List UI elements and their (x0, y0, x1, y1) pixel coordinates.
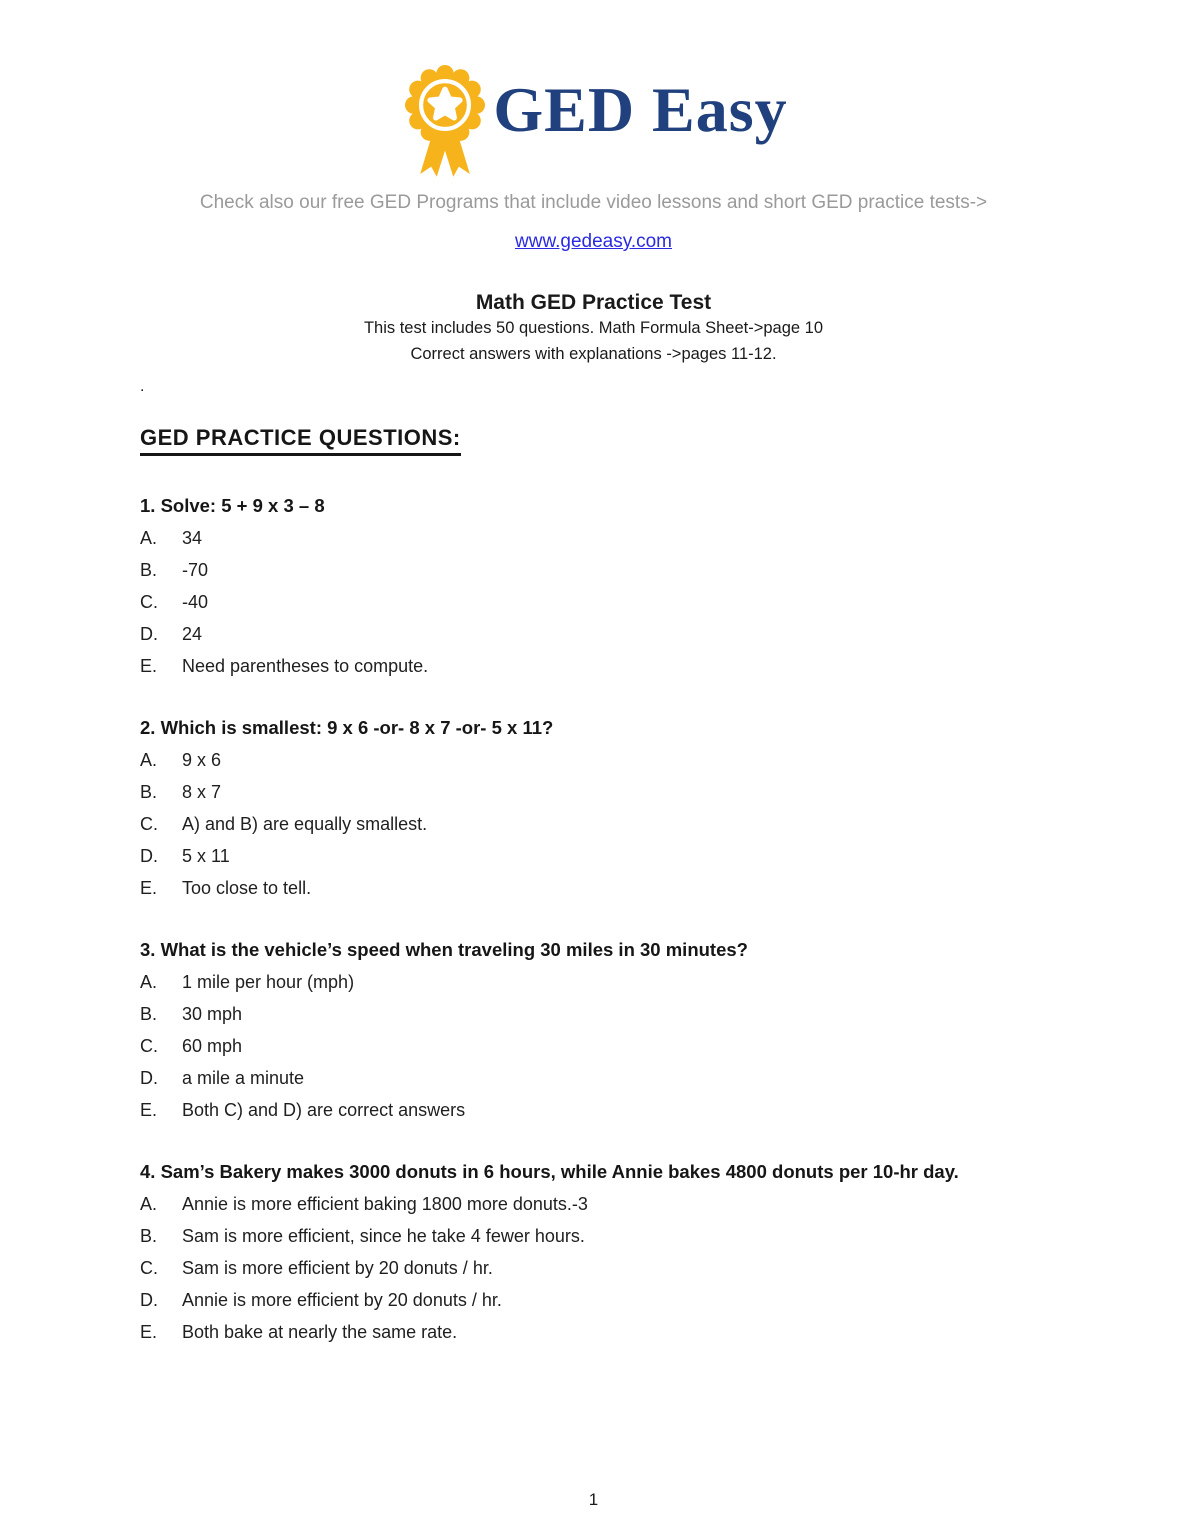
option-letter: A. (140, 1194, 158, 1214)
option-text: Sam is more efficient by 20 donuts / hr. (182, 1258, 493, 1278)
page-number: 1 (588, 1490, 599, 1509)
option-letter: C. (140, 1036, 158, 1056)
option-text: Need parentheses to compute. (182, 656, 429, 676)
option-text: 1 mile per hour (mph) (182, 972, 355, 992)
question-heading: 1. Solve: 5 + 9 x 3 – 8 (140, 495, 325, 516)
option-row (140, 586, 1045, 618)
option-text: 60 mph (182, 1036, 243, 1056)
option-row (140, 808, 1045, 840)
option-row (140, 966, 1045, 998)
option-row (140, 522, 1045, 554)
website-link[interactable]: www.gedeasy.com (515, 231, 672, 252)
question-heading: 3. What is the vehicle’s speed when traveling 30 miles in 30 minutes? (140, 939, 748, 960)
option-row (140, 744, 1045, 776)
option-row (140, 618, 1045, 650)
option-letter: D. (140, 846, 158, 866)
option-text: -70 (182, 560, 209, 580)
section-heading: GED PRACTICE QUESTIONS: (140, 425, 461, 456)
option-letter: B. (140, 782, 158, 802)
option-text: Too close to tell. (182, 878, 312, 898)
stray-period: . (140, 378, 145, 395)
question-heading: 2. Which is smallest: 9 x 6 -or- 8 x 7 -or- 5 x 11? (140, 717, 554, 738)
option-row (140, 1188, 1045, 1220)
question-2 (140, 712, 1045, 904)
option-text: 24 (182, 624, 203, 644)
option-row (140, 1316, 1045, 1348)
document-title: Math GED Practice Test (475, 291, 712, 314)
option-row (140, 1252, 1045, 1284)
option-row (140, 998, 1045, 1030)
question-4 (140, 1156, 1045, 1348)
section-heading-row (140, 425, 1187, 456)
option-letter: A. (140, 528, 158, 548)
option-row (140, 650, 1045, 682)
option-text: a mile a minute (182, 1068, 305, 1088)
option-row (140, 1284, 1045, 1316)
option-text: A) and B) are equally smallest. (182, 814, 428, 834)
option-row (140, 776, 1045, 808)
question-3 (140, 934, 1045, 1126)
option-text: 30 mph (182, 1004, 243, 1024)
option-row (140, 1030, 1045, 1062)
option-text: -40 (182, 592, 209, 612)
option-letter: D. (140, 1068, 158, 1088)
option-letter: E. (140, 878, 158, 898)
logo-text: GED Easy (493, 74, 788, 145)
option-letter: B. (140, 1226, 158, 1246)
option-row (140, 1094, 1045, 1126)
option-letter: E. (140, 1100, 158, 1120)
document-subtitle-2: Correct answers with explanations ->pages 11-12. (410, 345, 777, 363)
document-subtitle-1: This test includes 50 questions. Math Formula Sheet->page 10 (363, 319, 824, 337)
option-letter: B. (140, 560, 158, 580)
option-text: 34 (182, 528, 203, 548)
option-letter: C. (140, 814, 158, 834)
option-letter: C. (140, 1258, 158, 1278)
option-text: Both bake at nearly the same rate. (182, 1322, 458, 1342)
logo (0, 0, 1187, 178)
option-letter: A. (140, 750, 158, 770)
promo-tagline: Check also our free GED Programs that include video lessons and short GED practice tests-> (199, 192, 988, 213)
link-row (0, 231, 1187, 253)
question-list (140, 490, 1045, 1348)
option-text: 8 x 7 (182, 782, 222, 802)
option-row (140, 840, 1045, 872)
option-letter: B. (140, 1004, 158, 1024)
option-row (140, 1220, 1045, 1252)
question-1 (140, 490, 1045, 682)
option-letter: A. (140, 972, 158, 992)
option-row (140, 554, 1045, 586)
question-heading: 4. Sam’s Bakery makes 3000 donuts in 6 hours, while Annie bakes 4800 donuts per 10-hr day. (140, 1161, 959, 1182)
option-letter: E. (140, 656, 158, 676)
option-letter: D. (140, 624, 158, 644)
option-letter: C. (140, 592, 158, 612)
option-row (140, 872, 1045, 904)
option-letter: E. (140, 1322, 158, 1342)
option-text: 9 x 6 (182, 750, 222, 770)
option-text: 5 x 11 (182, 846, 230, 866)
option-text: Sam is more efficient, since he take 4 fewer hours. (182, 1226, 585, 1246)
option-letter: D. (140, 1290, 158, 1310)
option-text: Annie is more efficient baking 1800 more donuts.-3 (182, 1194, 588, 1214)
award-badge-icon (399, 56, 491, 178)
option-text: Annie is more efficient by 20 donuts / hr. (182, 1290, 502, 1310)
option-text: Both C) and D) are correct answers (182, 1100, 466, 1120)
option-row (140, 1062, 1045, 1094)
